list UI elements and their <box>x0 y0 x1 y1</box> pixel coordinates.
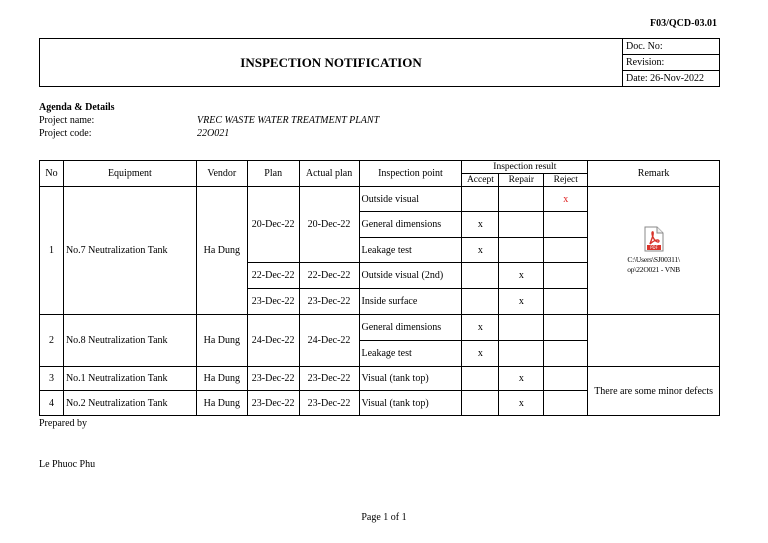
row-vendor: Ha Dung <box>196 315 247 367</box>
row-vendor: Ha Dung <box>196 187 247 315</box>
col-header-accept: Accept <box>462 174 499 187</box>
row-vendor: Ha Dung <box>196 391 247 416</box>
row-equipment: No.8 Neutralization Tank <box>63 315 196 367</box>
row-reject-mark: x <box>544 187 588 212</box>
row-accept-mark: x <box>462 341 499 367</box>
page-number: Page 1 of 1 <box>361 512 407 523</box>
doc-no-field: Doc. No: <box>623 39 720 55</box>
col-header-vendor: Vendor <box>196 161 247 187</box>
row-inspection-point: General dimensions <box>359 212 462 238</box>
row-vendor: Ha Dung <box>196 367 247 391</box>
row-reject-mark <box>544 315 588 341</box>
row-plan: 22-Dec-22 <box>247 263 299 289</box>
col-header-plan: Plan <box>247 161 299 187</box>
row-inspection-point: Visual (tank top) <box>359 391 462 416</box>
row-plan: 23-Dec-22 <box>247 367 299 391</box>
row-actual-plan: 23-Dec-22 <box>299 289 359 315</box>
row-repair-mark <box>499 238 544 263</box>
attachment-path[interactable] <box>588 255 719 275</box>
project-code-value: 22O021 <box>197 128 230 139</box>
row-equipment: No.1 Neutralization Tank <box>63 367 196 391</box>
row-repair-mark <box>499 341 544 367</box>
remark-minor-defects: There are some minor defects <box>588 367 720 416</box>
row-inspection-point: Leakage test <box>359 238 462 263</box>
preparer-name: Le Phuoc Phu <box>39 459 96 470</box>
row-repair-mark: x <box>499 367 544 391</box>
col-header-remark: Remark <box>588 161 720 187</box>
row-inspection-point: Inside surface <box>359 289 462 315</box>
row-actual-plan: 23-Dec-22 <box>299 391 359 416</box>
remark-empty <box>588 315 720 367</box>
row-accept-mark <box>462 367 499 391</box>
row-repair-mark <box>499 315 544 341</box>
row-actual-plan: 22-Dec-22 <box>299 263 359 289</box>
row-plan: 20-Dec-22 <box>247 187 299 263</box>
row-plan: 23-Dec-22 <box>247 391 299 416</box>
table-row <box>40 367 720 391</box>
date-field: Date: 26-Nov-2022 <box>623 71 720 87</box>
remark-attachment[interactable] <box>588 187 720 315</box>
row-accept-mark <box>462 187 499 212</box>
row-actual-plan: 24-Dec-22 <box>299 315 359 367</box>
agenda-section <box>39 101 379 140</box>
row-repair-mark: x <box>499 289 544 315</box>
col-header-actual-plan: Actual plan <box>299 161 359 187</box>
project-name-value: VREC WASTE WATER TREATMENT PLANT <box>197 115 380 126</box>
row-reject-mark <box>544 367 588 391</box>
col-header-inspection-point: Inspection point <box>359 161 462 187</box>
row-no: 1 <box>40 187 64 315</box>
row-actual-plan: 20-Dec-22 <box>299 187 359 263</box>
row-reject-mark <box>544 238 588 263</box>
attachment-path-line1: C:\Users\SJ00311\ <box>627 255 680 264</box>
row-reject-mark <box>544 263 588 289</box>
document-title: INSPECTION NOTIFICATION <box>40 39 623 87</box>
table-row <box>40 187 720 212</box>
prepared-by-label: Prepared by <box>39 418 88 429</box>
table-row <box>40 315 720 341</box>
row-inspection-point: Visual (tank top) <box>359 367 462 391</box>
row-reject-mark <box>544 341 588 367</box>
col-header-equipment: Equipment <box>63 161 196 187</box>
project-code-row <box>39 127 379 140</box>
row-equipment: No.7 Neutralization Tank <box>63 187 196 315</box>
row-plan: 24-Dec-22 <box>247 315 299 367</box>
row-reject-mark <box>544 212 588 238</box>
attachment-path-line2: op\22O021 - VNB <box>627 265 680 274</box>
row-repair-mark: x <box>499 391 544 416</box>
row-inspection-point: Outside visual <box>359 187 462 212</box>
row-accept-mark <box>462 263 499 289</box>
row-repair-mark <box>499 187 544 212</box>
row-reject-mark <box>544 289 588 315</box>
col-header-repair: Repair <box>499 174 544 187</box>
row-no: 3 <box>40 367 64 391</box>
col-header-reject: Reject <box>544 174 588 187</box>
form-code: F03/QCD-03.01 <box>650 18 717 29</box>
project-name-row <box>39 114 379 127</box>
row-actual-plan: 23-Dec-22 <box>299 367 359 391</box>
row-repair-mark <box>499 212 544 238</box>
row-no: 4 <box>40 391 64 416</box>
row-accept-mark: x <box>462 212 499 238</box>
row-accept-mark <box>462 289 499 315</box>
row-inspection-point: General dimensions <box>359 315 462 341</box>
row-accept-mark: x <box>462 238 499 263</box>
project-name-label: Project name: <box>39 115 95 126</box>
row-inspection-point: Outside visual (2nd) <box>359 263 462 289</box>
col-header-inspection-result: Inspection result <box>462 161 588 174</box>
row-accept-mark: x <box>462 315 499 341</box>
project-code-label: Project code: <box>39 128 92 139</box>
pdf-file-icon[interactable] <box>643 226 665 252</box>
row-reject-mark <box>544 391 588 416</box>
row-inspection-point: Leakage test <box>359 341 462 367</box>
row-plan: 23-Dec-22 <box>247 289 299 315</box>
row-repair-mark: x <box>499 263 544 289</box>
inspection-table <box>39 160 720 416</box>
col-header-no: No <box>40 161 64 187</box>
document-header <box>39 38 720 87</box>
revision-field: Revision: <box>623 55 720 71</box>
pdf-badge-text: PDF <box>649 245 658 250</box>
row-equipment: No.2 Neutralization Tank <box>63 391 196 416</box>
row-no: 2 <box>40 315 64 367</box>
agenda-heading: Agenda & Details <box>39 102 115 113</box>
row-accept-mark <box>462 391 499 416</box>
